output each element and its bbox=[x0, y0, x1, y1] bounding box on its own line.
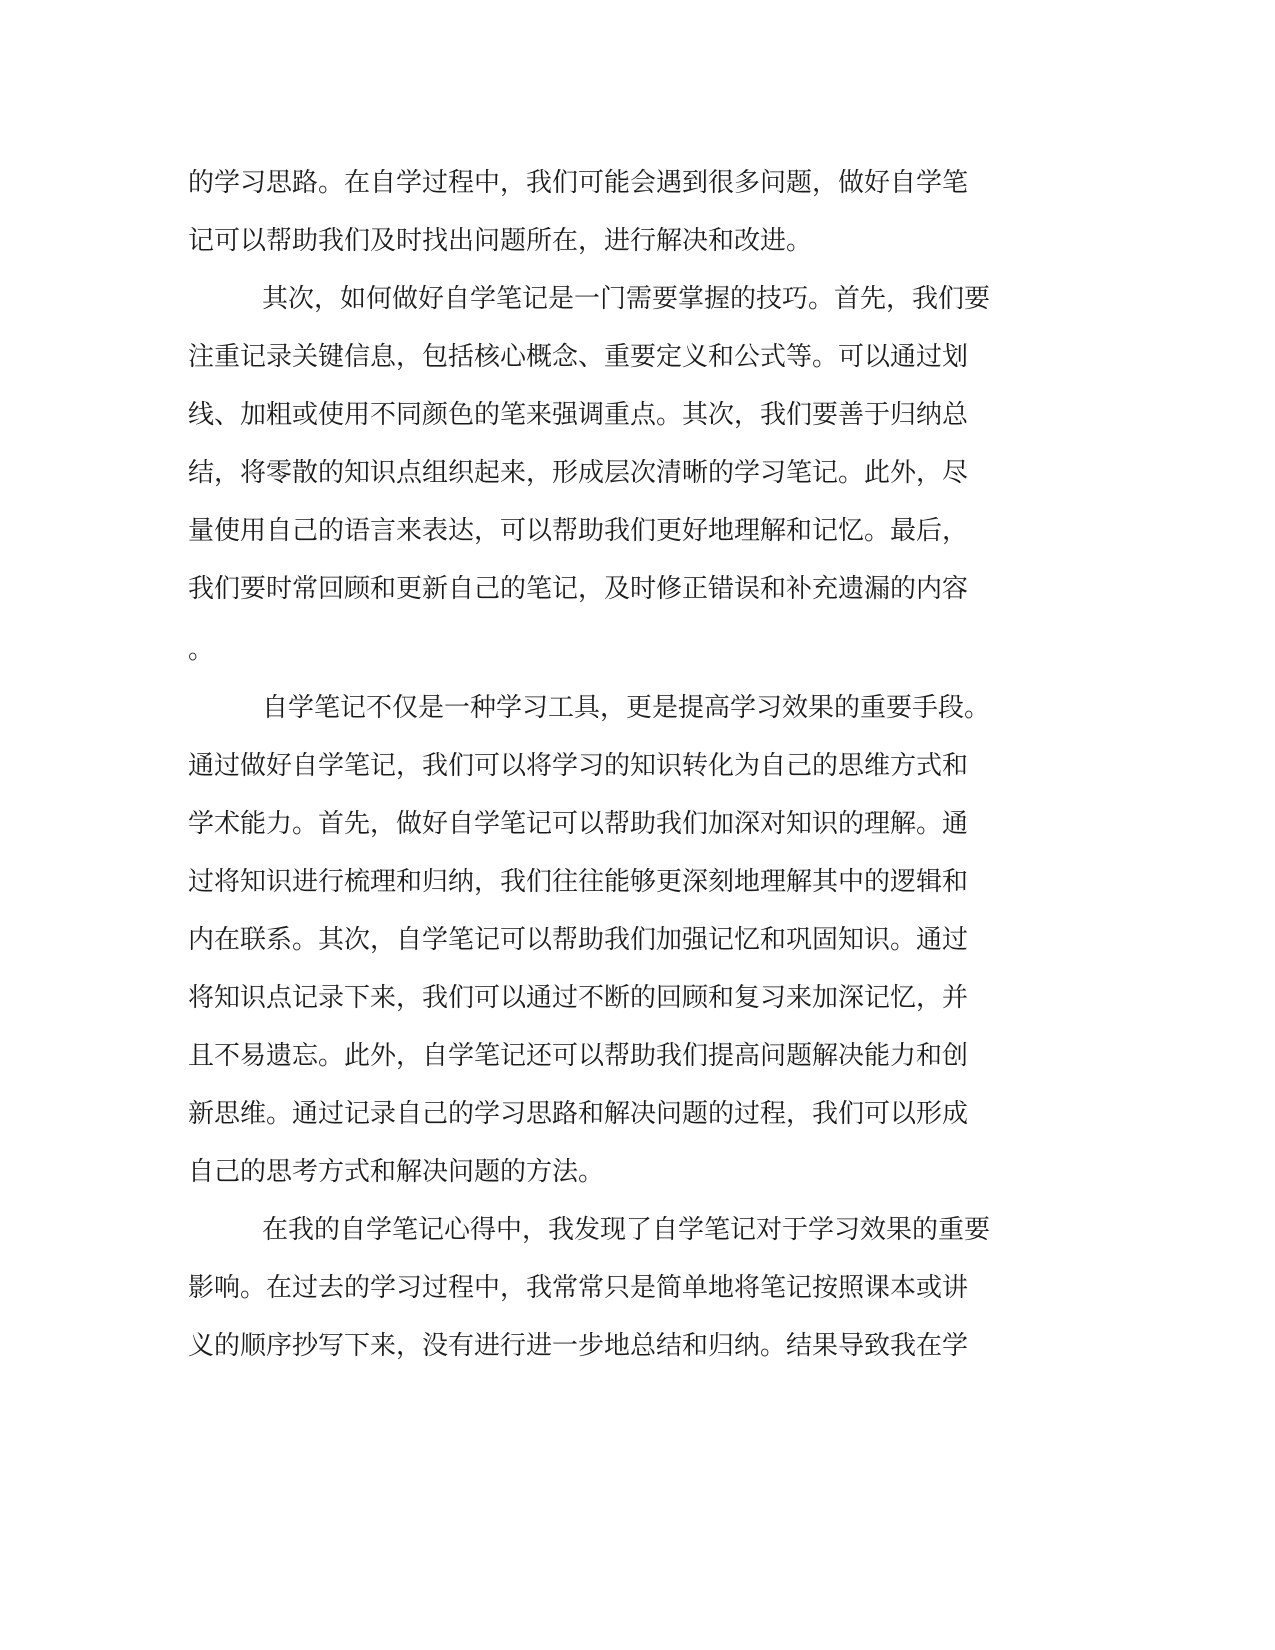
text-line: 量使用自己的语言来表达，可以帮助我们更好地理解和记忆。最后， bbox=[188, 516, 969, 546]
text-line: 将知识点记录下来，我们可以通过不断的回顾和复习来加深记忆，并 bbox=[188, 983, 969, 1013]
text-line: 注重记录关键信息，包括核心概念、重要定义和公式等。可以通过划 bbox=[188, 342, 969, 372]
text-line: 自己的思考方式和解决问题的方法。 bbox=[188, 1157, 605, 1187]
paragraph-start-line: 在我的自学笔记心得中，我发现了自学笔记对于学习效果的重要 bbox=[262, 1215, 991, 1245]
text-line: 过将知识进行梳理和归纳，我们往往能够更深刻地理解其中的逻辑和 bbox=[188, 867, 969, 897]
text-line: 且不易遗忘。此外，自学笔记还可以帮助我们提高问题解决能力和创 bbox=[188, 1041, 969, 1071]
paragraph-start-line: 自学笔记不仅是一种学习工具，更是提高学习效果的重要手段。 bbox=[262, 693, 991, 723]
text-line: 。 bbox=[188, 635, 215, 665]
text-line: 学术能力。首先，做好自学笔记可以帮助我们加深对知识的理解。通 bbox=[188, 809, 969, 839]
paragraph-start-line: 其次，如何做好自学笔记是一门需要掌握的技巧。首先，我们要 bbox=[262, 284, 991, 314]
text-line: 义的顺序抄写下来，没有进行进一步地总结和归纳。结果导致我在学 bbox=[188, 1331, 969, 1361]
text-line: 新思维。通过记录自己的学习思路和解决问题的过程，我们可以形成 bbox=[188, 1099, 969, 1129]
text-line: 记可以帮助我们及时找出问题所在，进行解决和改进。 bbox=[188, 226, 813, 256]
text-line: 影响。在过去的学习过程中，我常常只是简单地将笔记按照课本或讲 bbox=[188, 1273, 969, 1303]
text-line: 结，将零散的知识点组织起来，形成层次清晰的学习笔记。此外，尽 bbox=[188, 458, 969, 488]
text-line: 线、加粗或使用不同颜色的笔来强调重点。其次，我们要善于归纳总 bbox=[188, 400, 969, 430]
text-line: 的学习思路。在自学过程中，我们可能会遇到很多问题，做好自学笔 bbox=[188, 168, 969, 198]
text-line: 我们要时常回顾和更新自己的笔记，及时修正错误和补充遗漏的内容 bbox=[188, 574, 969, 604]
text-line: 内在联系。其次，自学笔记可以帮助我们加强记忆和巩固知识。通过 bbox=[188, 925, 969, 955]
text-line: 通过做好自学笔记，我们可以将学习的知识转化为自己的思维方式和 bbox=[188, 751, 969, 781]
